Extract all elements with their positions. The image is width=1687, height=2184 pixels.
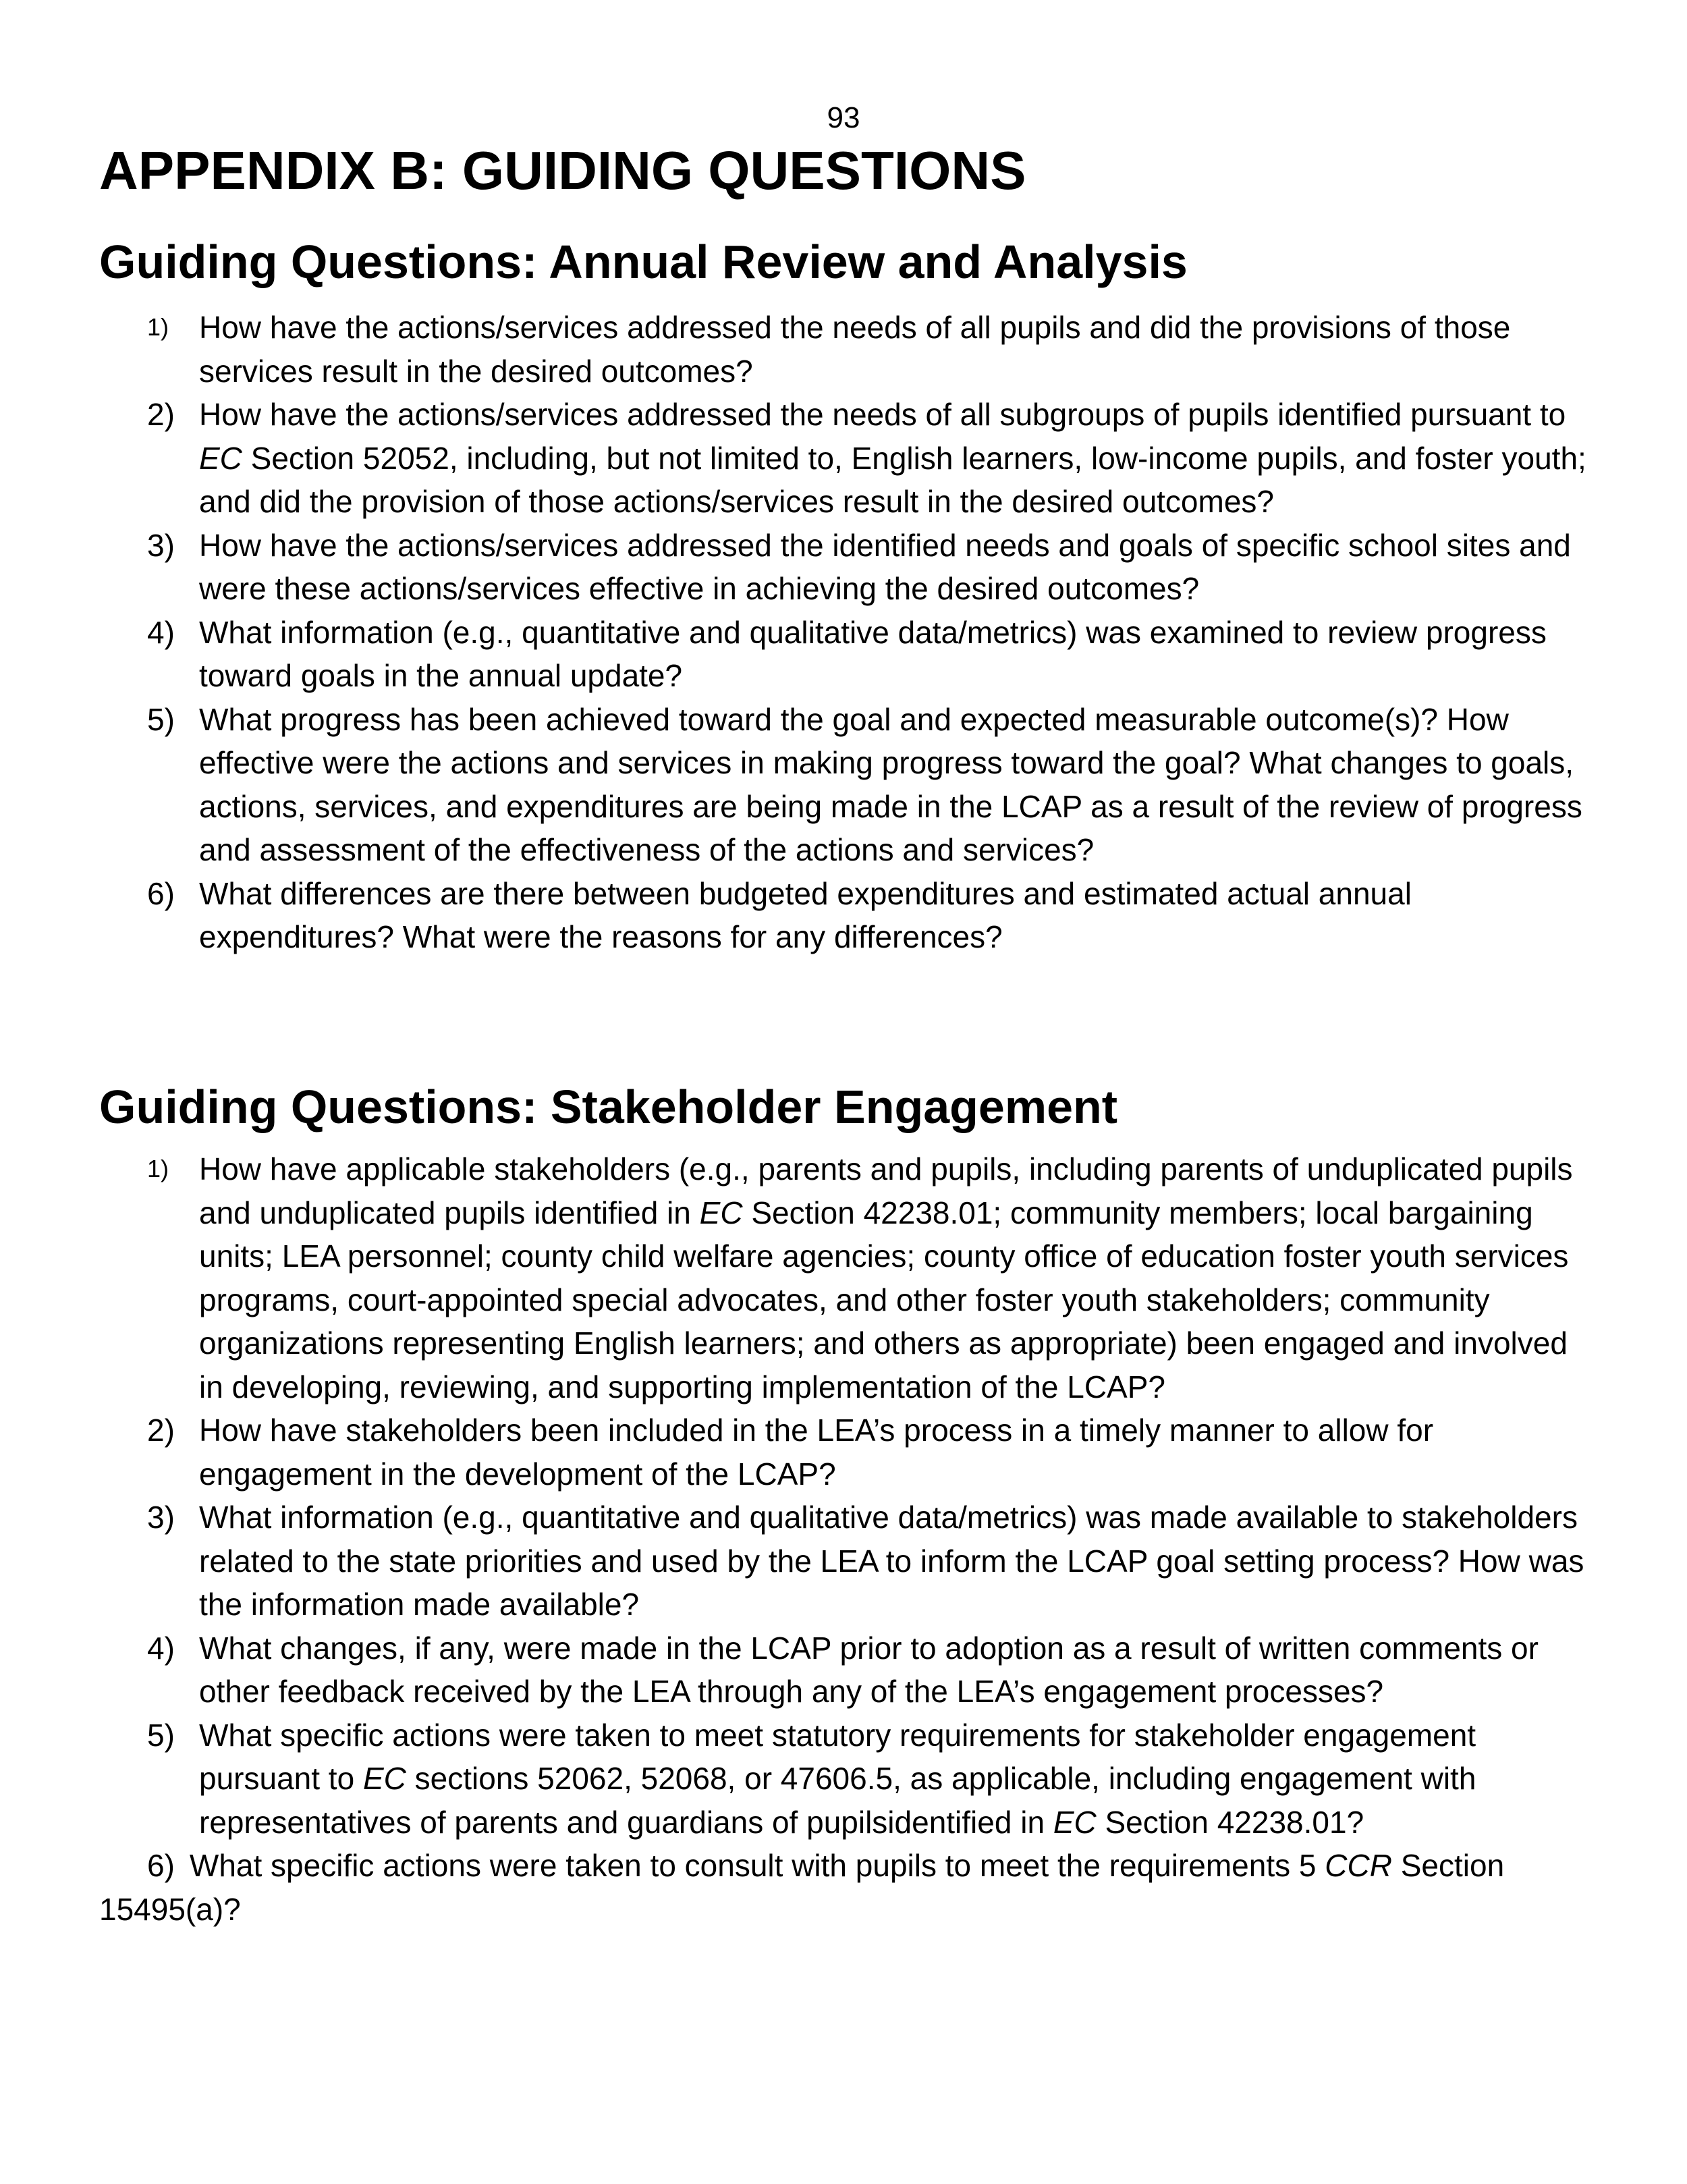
stakeholder-engagement-heading: Guiding Questions: Stakeholder Engagement	[99, 1081, 1118, 1133]
question-number: 3)	[147, 527, 175, 563]
question-number: 5)	[147, 701, 175, 737]
question-text: How have the actions/services addressed the identified needs and goals of specific school sites and were these actions/services effective in achieving the desired outcomes?	[199, 527, 1571, 606]
question-number: 5)	[147, 1717, 175, 1753]
annual-review-heading: Guiding Questions: Annual Review and Analysis	[99, 236, 1188, 288]
question-text: What differences are there between budgeted expenditures and estimated actual annual expenditures? What were the reasons for any differences?	[199, 875, 1412, 954]
list-item	[0, 1409, 1687, 1496]
question-number: 2)	[147, 397, 175, 432]
question-number: 4)	[147, 614, 175, 650]
question-text: How have applicable stakeholders (e.g., parents and pupils, including parents of unduplicated pupils and unduplicated pupils identified in EC Section 42238.01; community members; local bargaining units; LEA personnel; county child welfare agencies; county office of education foster youth services programs, court-appointed special advocates, and other foster youth stakeholders; community organizations representing English learners; and others as appropriate) been engaged and involved in developing, reviewing, and supporting implementation of the LCAP?	[199, 1151, 1573, 1404]
list-item	[0, 1844, 1687, 1931]
question-number: 2)	[147, 1413, 175, 1448]
question-number: 6)	[147, 875, 175, 911]
list-item	[0, 1627, 1687, 1714]
question-text: What specific actions were taken to meet statutory requirements for stakeholder engagement pursuant to EC sections 52062, 52068, or 47606.5, as applicable, including engagement with representatives of parents and guardians of pupilsidentified in EC Section 42238.01?	[199, 1717, 1476, 1840]
question-number: 1)	[147, 313, 169, 341]
question-text: What progress has been achieved toward the goal and expected measurable outcome(s)? How effective were the actions and services in making progress toward the goal? What changes to goals, actions, services, and expenditures are being made in the LCAP as a result of the review of progress and assessment of the effectiveness of the actions and services?	[199, 701, 1582, 867]
appendix-title: APPENDIX B: GUIDING QUESTIONS	[99, 140, 1026, 200]
question-text: What information (e.g., quantitative and qualitative data/metrics) was made available to stakeholders related to the state priorities and used by the LEA to inform the LCAP goal setting process? How was the information made available?	[199, 1500, 1584, 1622]
question-text: How have stakeholders been included in the LEA’s process in a timely manner to allow for engagement in the development of the LCAP?	[199, 1413, 1434, 1492]
question-text: What changes, if any, were made in the LCAP prior to adoption as a result of written comments or other feedback received by the LEA through any of the LEA’s engagement processes?	[199, 1630, 1539, 1709]
list-item	[0, 611, 1687, 698]
question-text: How have the actions/services addressed the needs of all pupils and did the provisions of those services result in the desired outcomes?	[199, 310, 1511, 389]
list-item	[0, 1147, 1687, 1409]
question-text: What information (e.g., quantitative and qualitative data/metrics) was examined to review progress toward goals in the annual update?	[199, 614, 1547, 693]
list-item	[0, 393, 1687, 524]
list-item	[0, 1496, 1687, 1627]
question-text: How have the actions/services addressed the needs of all subgroups of pupils identified pursuant to EC Section 52052, including, but not limited to, English learners, low-income pupils, and foster youth; and did the provision of those actions/services result in the desired outcomes?	[199, 397, 1586, 519]
question-number: 4)	[147, 1630, 175, 1666]
annual-review-questions	[0, 306, 1687, 959]
list-item	[0, 872, 1687, 959]
list-item	[0, 698, 1687, 872]
question-text: What specific actions were taken to consult with pupils to meet the requirements 5 CCR Section 15495(a)?	[99, 1848, 1505, 1927]
page-number: 93	[827, 101, 860, 134]
list-item	[0, 306, 1687, 393]
stakeholder-engagement-questions	[0, 1147, 1687, 1931]
question-number: 6)	[147, 1848, 175, 1883]
question-number: 3)	[147, 1500, 175, 1535]
list-item	[0, 1714, 1687, 1845]
question-number: 1)	[147, 1155, 169, 1182]
list-item	[0, 524, 1687, 611]
